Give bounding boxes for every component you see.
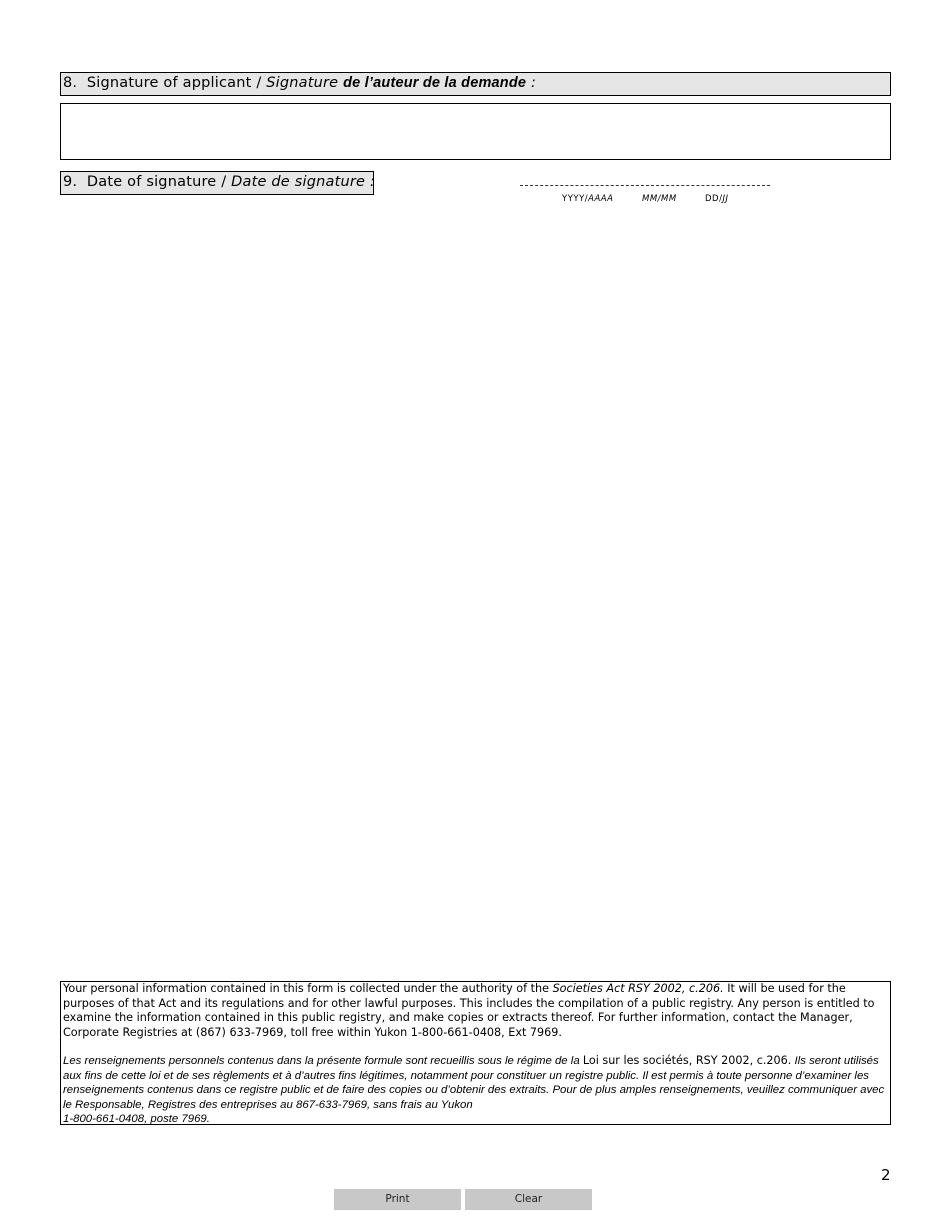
section-9-label-fr: Date de signature :	[231, 174, 376, 190]
date-month-hint: MM/MM	[642, 194, 677, 204]
signature-field[interactable]	[60, 103, 891, 160]
privacy-fr-part1: Les renseignements personnels contenus dans la présente formule sont recueillis sous le régime de la	[63, 1055, 583, 1067]
section-8-label-suffix: :	[531, 75, 537, 91]
section-8-label-en: Signature of applicant /	[86, 75, 262, 91]
privacy-notice-fr	[63, 1054, 888, 1125]
privacy-notice	[60, 981, 891, 1125]
section-8-label-fr-italic: Signature	[266, 75, 339, 91]
date-day-fr: JJ	[722, 194, 729, 204]
privacy-notice-en	[63, 982, 888, 1040]
section-9-label-en: Date of signature /	[86, 174, 227, 190]
section-9-number: 9.	[63, 174, 78, 190]
section-8-number: 8.	[63, 75, 78, 91]
clear-button[interactable]: Clear	[465, 1189, 592, 1210]
date-day-hint	[705, 194, 728, 204]
privacy-fr-act: Loi sur les sociétés, RSY 2002, c.206.	[582, 1054, 792, 1067]
privacy-fr-part2: Ils seront utilisés aux fins de cette loi et de ses règlements et à d’autres fins légitimes, notamment pour constituer un registre public. Il est permis à toute personne d’examiner les renseignements contenus dans ce registre public et de faire des copies ou d’obtenir des extraits. Pour de plus amples renseignements, veuillez communiquer avec le Responsable, Registres des entreprises au 867-633-7969, sans frais au Yukon	[63, 1055, 885, 1111]
date-of-signature-field[interactable]	[520, 185, 770, 186]
section-8-label	[60, 72, 891, 96]
date-year-fr: AAAA	[588, 194, 614, 204]
section-8-label-fr-bold: de l’auteur de la demande	[343, 75, 527, 91]
privacy-en-part2: It will be used for the purposes of that Act and its regulations and for other lawful purposes. This includes the compilation of a public registry. Any person is entitled to examine the information contained in this public registry, and make copies or extracts thereof. For further information, contact the Manager, Corporate Registries at (867) 633-7969, toll free within Yukon 1-800-661-0408, Ext 7969.	[63, 982, 875, 1039]
page-number: 2	[881, 1166, 891, 1184]
print-button[interactable]: Print	[334, 1189, 461, 1210]
privacy-fr-part3: 1-800-661-0408, poste 7969.	[63, 1113, 210, 1125]
section-9-label	[60, 171, 374, 195]
date-year-en: YYYY/	[562, 194, 589, 204]
privacy-en-part1: Your personal information contained in this form is collected under the authority of the	[63, 982, 553, 995]
privacy-en-act: Societies Act RSY 2002, c.206.	[552, 982, 724, 995]
date-year-hint	[562, 194, 613, 204]
date-day-en: DD/	[705, 194, 723, 204]
